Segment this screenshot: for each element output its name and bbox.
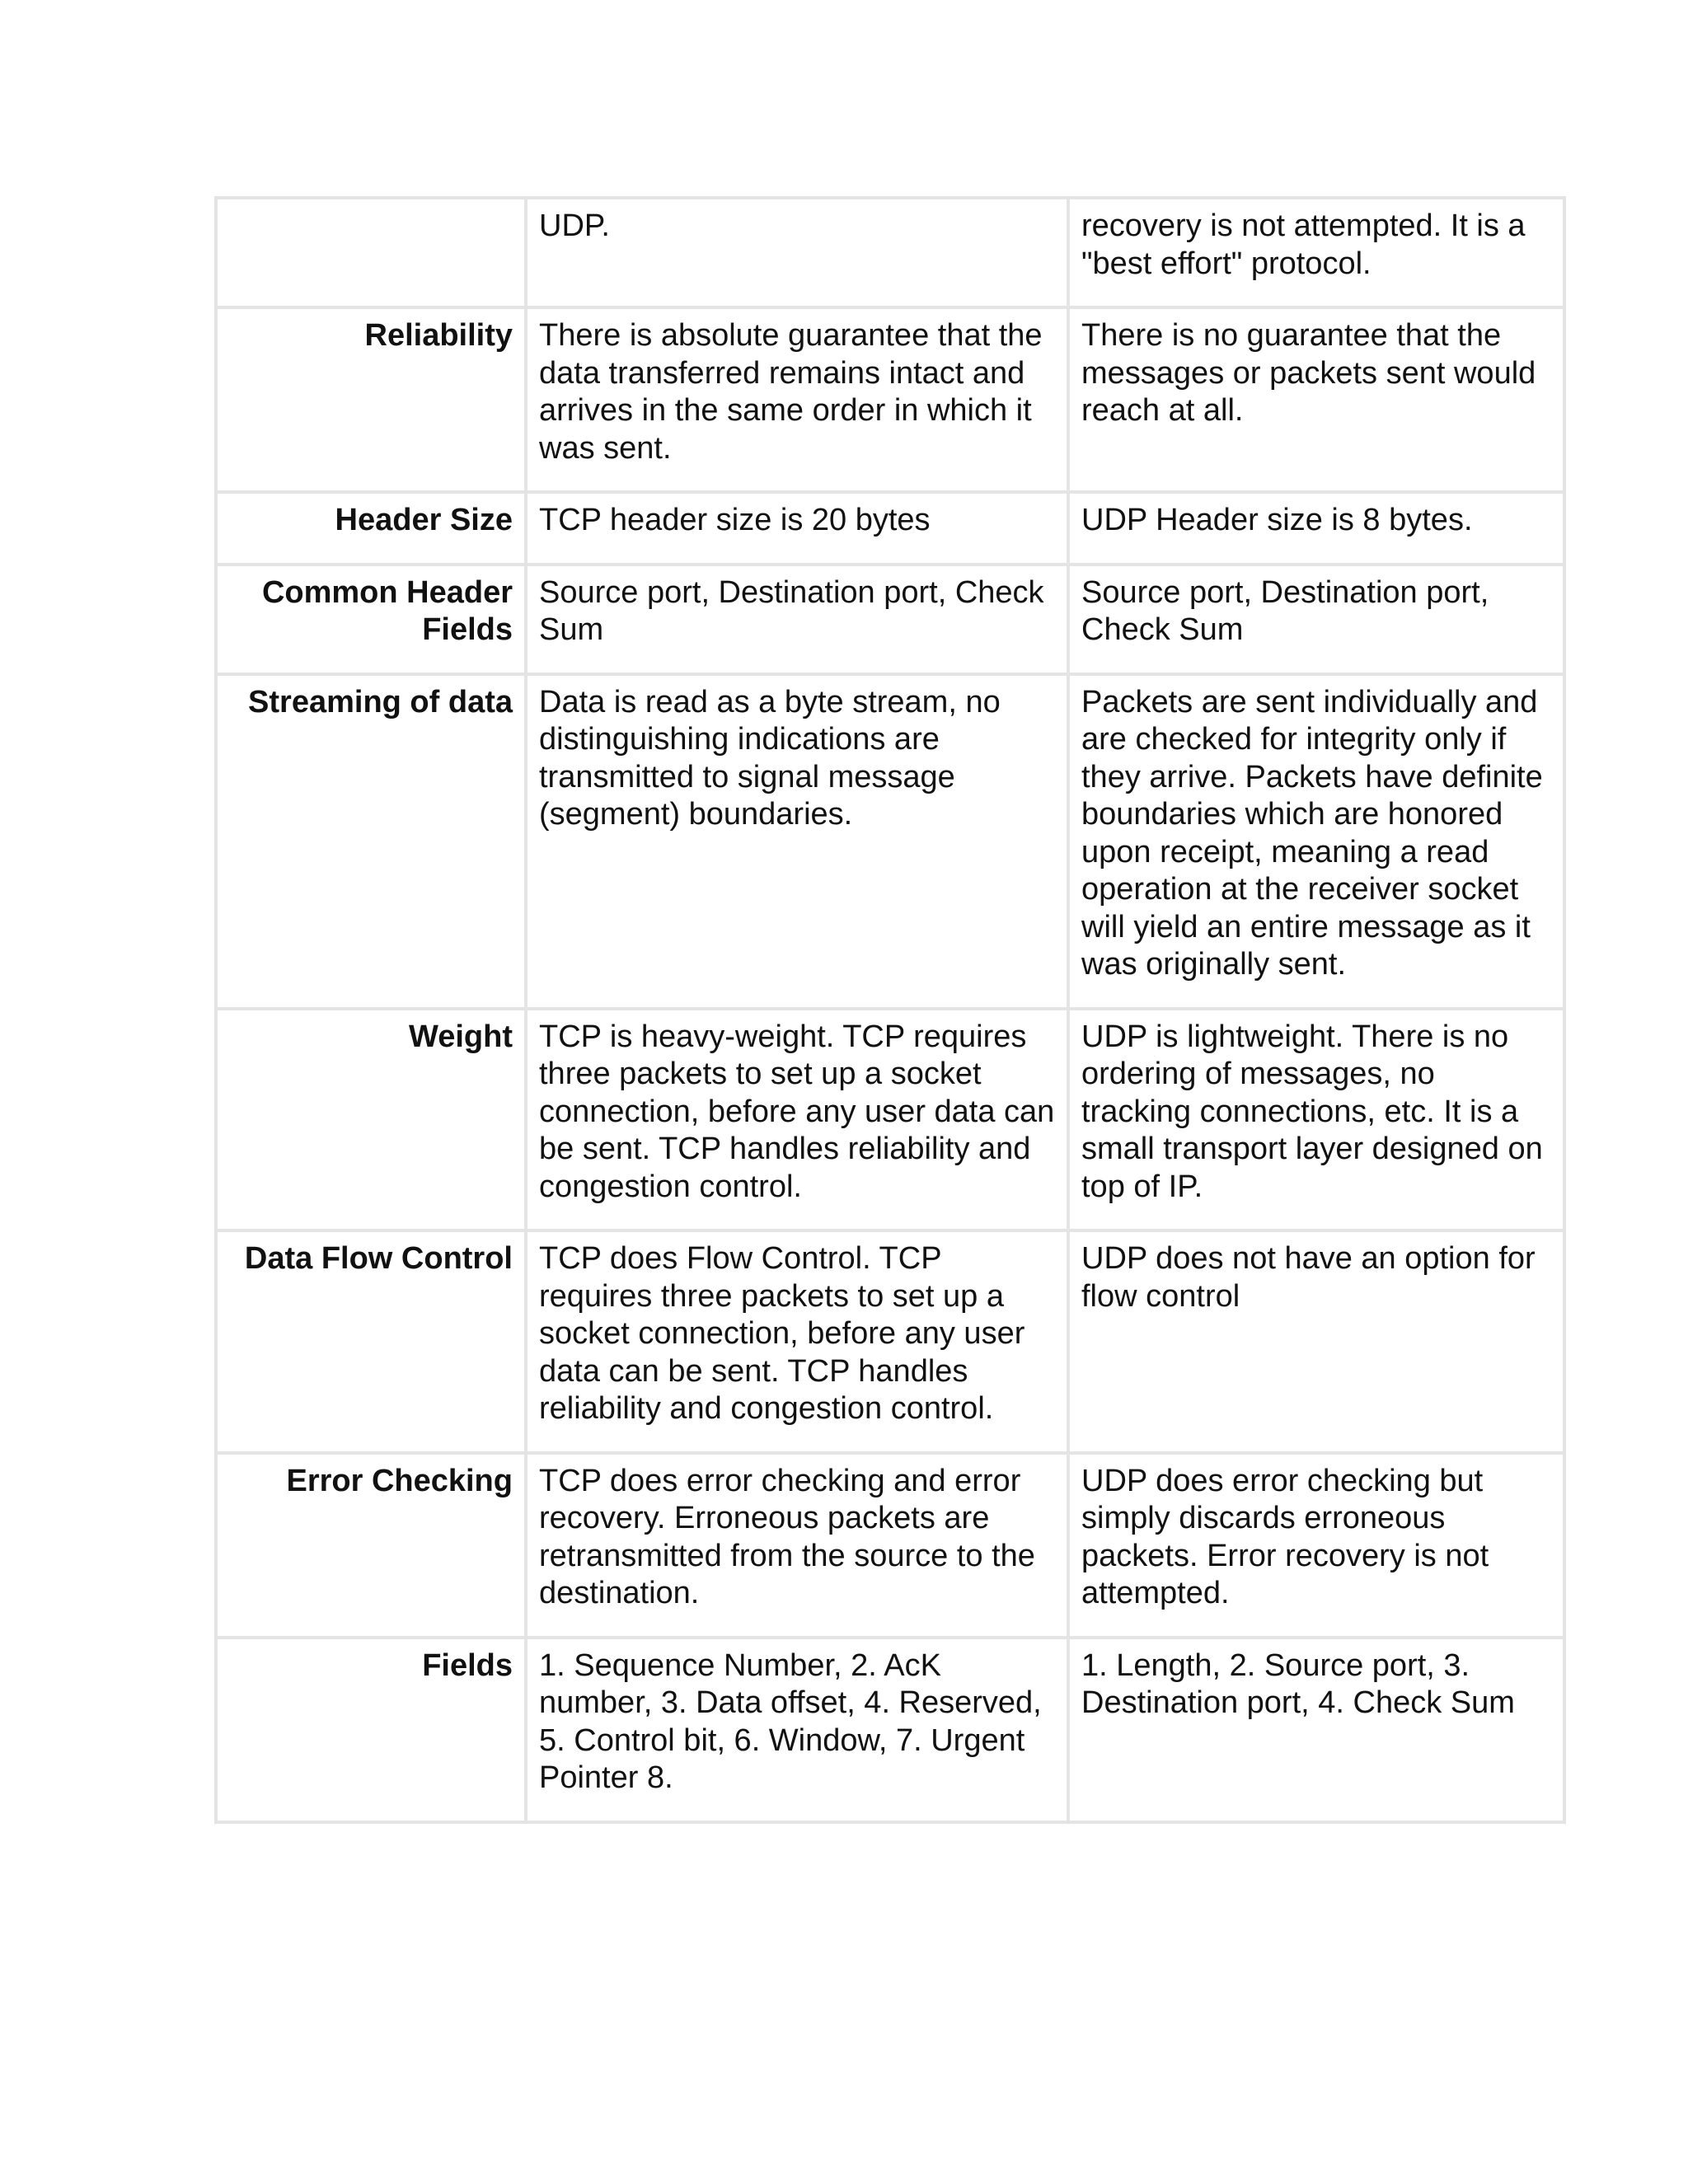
- udp-cell: Packets are sent individually and are checked for integrity only if they arrive. Packets have definite boundaries which are honored upon receipt, meaning a read operation at the receiver socket will yield an entire message as it was originally sent.: [1068, 674, 1564, 1009]
- table-row: [216, 1453, 1564, 1638]
- tcp-cell: TCP does error checking and error recovery. Erroneous packets are retransmitted from the source to the destination.: [526, 1453, 1068, 1638]
- tcp-cell: TCP header size is 20 bytes: [526, 492, 1068, 565]
- row-label: Header Size: [216, 492, 526, 565]
- row-label: [216, 198, 526, 307]
- row-label: Reliability: [216, 307, 526, 492]
- row-label: Error Checking: [216, 1453, 526, 1638]
- row-label: Data Flow Control: [216, 1230, 526, 1453]
- tcp-cell: TCP does Flow Control. TCP requires three packets to set up a socket connection, before any user data can be sent. TCP handles reliability and congestion control.: [526, 1230, 1068, 1453]
- comparison-table: [214, 196, 1566, 1824]
- udp-cell: UDP is lightweight. There is no ordering of messages, no tracking connections, etc. It is a small transport layer designed on top of IP.: [1068, 1009, 1564, 1231]
- table-row: [216, 307, 1564, 492]
- tcp-cell: 1. Sequence Number, 2. AcK number, 3. Data offset, 4. Reserved, 5. Control bit, 6. Window, 7. Urgent Pointer 8.: [526, 1638, 1068, 1822]
- row-label: Weight: [216, 1009, 526, 1231]
- table-row: [216, 1638, 1564, 1822]
- table-row: [216, 198, 1564, 307]
- table-row: [216, 1230, 1564, 1453]
- udp-cell: recovery is not attempted. It is a "best effort" protocol.: [1068, 198, 1564, 307]
- udp-cell: UDP Header size is 8 bytes.: [1068, 492, 1564, 565]
- tcp-cell: TCP is heavy-weight. TCP requires three packets to set up a socket connection, before any user data can be sent. TCP handles reliability and congestion control.: [526, 1009, 1068, 1231]
- tcp-cell: Data is read as a byte stream, no distinguishing indications are transmitted to signal message (segment) boundaries.: [526, 674, 1068, 1009]
- udp-cell: Source port, Destination port, Check Sum: [1068, 565, 1564, 674]
- table-row: [216, 1009, 1564, 1231]
- udp-cell: 1. Length, 2. Source port, 3. Destination port, 4. Check Sum: [1068, 1638, 1564, 1822]
- row-label: Streaming of data: [216, 674, 526, 1009]
- table-row: [216, 492, 1564, 565]
- udp-cell: UDP does not have an option for flow control: [1068, 1230, 1564, 1453]
- table-row: [216, 565, 1564, 674]
- udp-cell: UDP does error checking but simply discards erroneous packets. Error recovery is not attempted.: [1068, 1453, 1564, 1638]
- table-row: [216, 674, 1564, 1009]
- tcp-cell: There is absolute guarantee that the data transferred remains intact and arrives in the same order in which it was sent.: [526, 307, 1068, 492]
- tcp-cell: Source port, Destination port, Check Sum: [526, 565, 1068, 674]
- row-label: Fields: [216, 1638, 526, 1822]
- row-label: Common Header Fields: [216, 565, 526, 674]
- udp-cell: There is no guarantee that the messages or packets sent would reach at all.: [1068, 307, 1564, 492]
- tcp-cell: UDP.: [526, 198, 1068, 307]
